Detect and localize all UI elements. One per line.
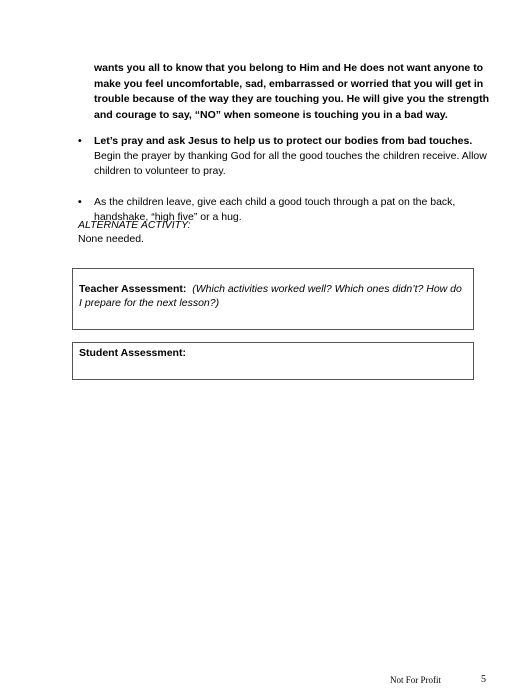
list-item [78, 134, 498, 179]
teacher-assessment-prompt: (Which activities worked well? Which ones didn’t? How do I prepare for the next lesson?) [79, 283, 462, 309]
teacher-assessment-box[interactable] [72, 268, 474, 330]
bullet-marker: • [78, 135, 82, 147]
bullet-body-text: As the children leave, give each child a good touch through a pat on the back, handshake, “high five” or a hug. [94, 196, 456, 223]
alternate-activity-text: None needed. [78, 233, 144, 245]
intro-paragraph: wants you all to know that you belong to Him and He does not want anyone to make you feel uncomfortable, sad, embarrassed or worried that you will get in trouble because of the way they are touching you. He will give you the strength and courage to say, “NO” when someone is touching you in a bad way. [94, 62, 489, 121]
bullet-marker: • [78, 196, 82, 208]
student-assessment-box[interactable] [72, 342, 474, 380]
page-number: 5 [481, 674, 486, 685]
student-assessment-label: Student Assessment: [79, 347, 186, 359]
alternate-activity-heading: ALTERNATE ACTIVITY: [78, 219, 191, 231]
bullet-lead-text: Let’s pray and ask Jesus to help us to protect our bodies from bad touches. [94, 135, 473, 147]
teacher-assessment-label: Teacher Assessment: [79, 283, 187, 295]
footer-text: Not For Profit [390, 675, 442, 685]
bullet-body-text: Begin the prayer by thanking God for all the good touches the children receive. Allow children to volunteer to pray. [94, 150, 487, 177]
